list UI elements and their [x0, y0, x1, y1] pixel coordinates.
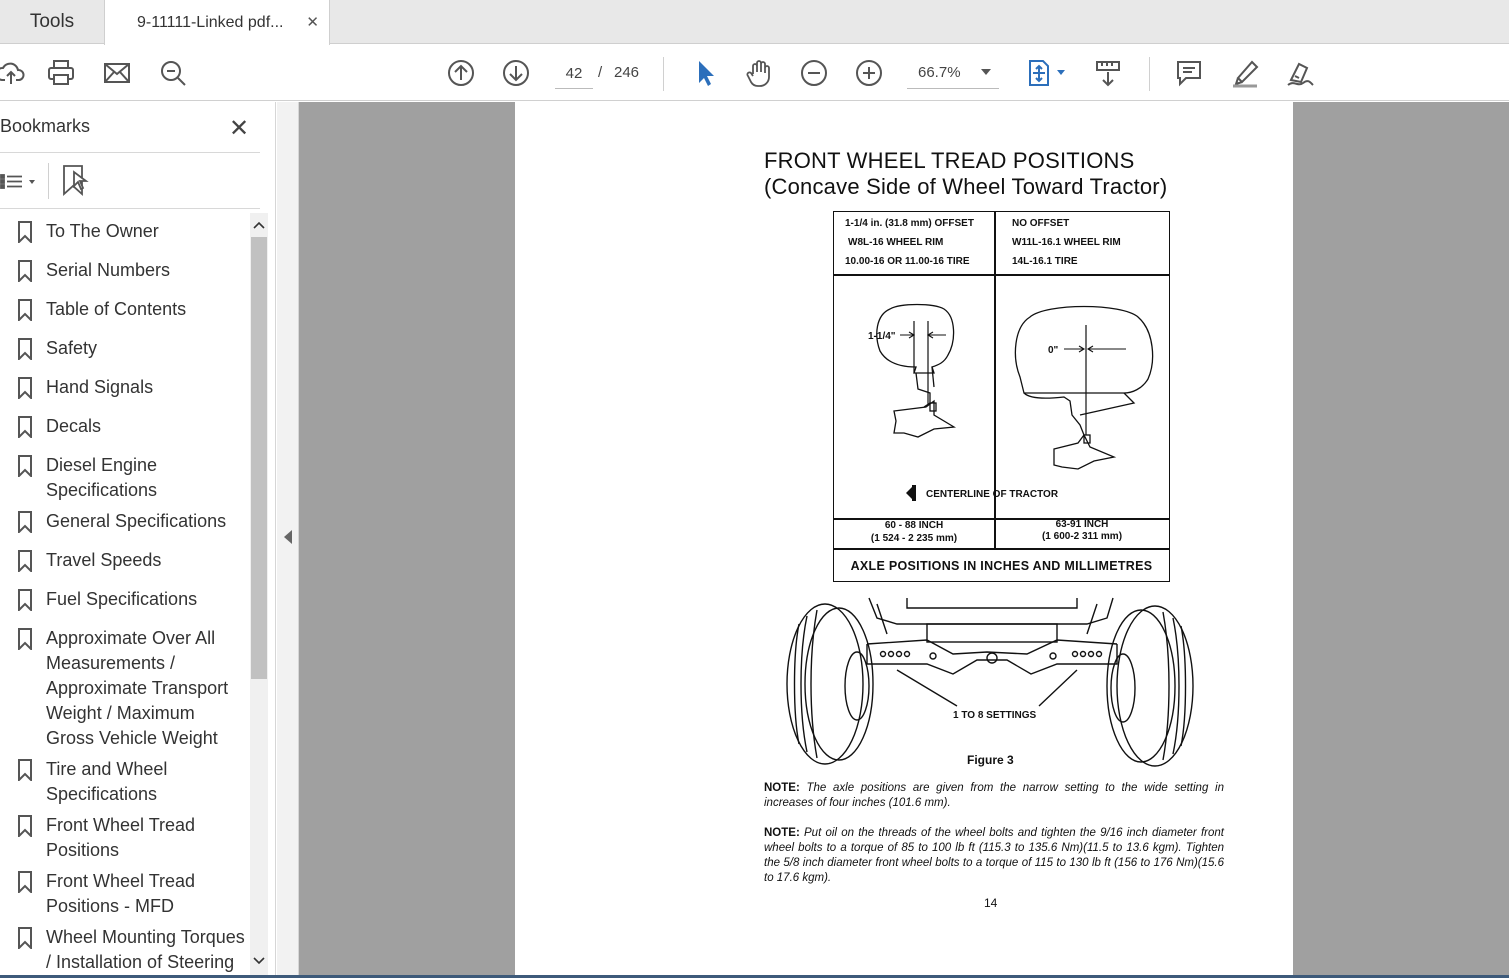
zoom-out-icon[interactable]: [797, 56, 831, 90]
right-header-line: W11L-16.1 WHEEL RIM: [1012, 237, 1121, 248]
wheel-offset-diagram: [834, 275, 1168, 518]
panel-title: Bookmarks: [0, 116, 91, 136]
page-number: 14: [984, 896, 998, 910]
bookmark-label: [46, 626, 246, 751]
bookmark-label-line: Gross Vehicle Weight: [46, 728, 218, 748]
bookmark-label: [46, 336, 246, 361]
left-header-line: W8L-16 WHEEL RIM: [848, 237, 944, 248]
comment-icon[interactable]: [1172, 56, 1206, 90]
bookmark-icon: [17, 455, 33, 477]
tab-document-label: 9-11111-Linked pdf...: [137, 13, 284, 31]
bookmark-label-line: Safety: [46, 338, 98, 358]
note-wheel-bolts: [764, 826, 1224, 886]
upload-icon[interactable]: [0, 56, 28, 90]
bookmark-list: [0, 213, 248, 978]
zoom-in-icon[interactable]: [852, 56, 886, 90]
toolbar-divider: [1149, 57, 1150, 91]
scroll-mode-icon[interactable]: [1091, 56, 1125, 90]
bookmark-label: [46, 375, 246, 400]
fit-page-icon[interactable]: [1022, 56, 1056, 90]
note-label: NOTE:: [764, 827, 800, 839]
right-header-line: 14L-16.1 TIRE: [1012, 256, 1078, 267]
bookmark-icon: [17, 260, 33, 282]
zoom-search-icon[interactable]: [156, 56, 190, 90]
bookmark-label: [46, 297, 246, 322]
left-range-line: 60 - 88 INCH: [884, 520, 944, 531]
bookmark-item[interactable]: [0, 330, 248, 369]
bookmark-item[interactable]: [0, 291, 248, 330]
page-separator: /: [598, 64, 603, 81]
bookmark-item[interactable]: [0, 807, 248, 871]
bookmark-label-line: Specifications: [46, 480, 158, 500]
bookmark-add-icon: [60, 164, 92, 198]
page-number-input[interactable]: [555, 59, 593, 89]
page-down-icon[interactable]: [499, 56, 533, 90]
front-axle-illustration: [777, 594, 1207, 778]
bookmark-label-line: To The Owner: [46, 221, 159, 241]
close-icon[interactable]: ✕: [229, 115, 250, 142]
right-header-line: NO OFFSET: [1012, 218, 1070, 229]
bookmark-item[interactable]: [0, 503, 248, 542]
bookmark-label-line: Table of Contents: [46, 299, 187, 319]
note-axle-positions: [764, 781, 1224, 811]
left-range-line: (1 524 - 2 235 mm): [870, 533, 958, 544]
bookmark-icon: [17, 589, 33, 611]
bookmark-item[interactable]: [0, 252, 248, 291]
bookmark-icon: [17, 759, 33, 781]
bookmark-label-line: General Specifications: [46, 511, 227, 531]
options-menu-button[interactable]: [0, 168, 40, 196]
page-title: FRONT WHEEL TREAD POSITIONS: [764, 148, 1135, 173]
bookmark-scrollbar[interactable]: [250, 213, 268, 978]
bookmark-label-line: Approximate Over All: [46, 628, 216, 648]
tread-table: [833, 211, 1170, 582]
bookmark-label: [46, 258, 246, 283]
axle-caption: AXLE POSITIONS IN INCHES AND MILLIMETRES: [850, 558, 1153, 573]
bookmark-label: [46, 414, 246, 439]
bookmark-label: [46, 757, 246, 807]
divider: [0, 208, 260, 209]
right-range-line: 63-91 INCH: [1055, 519, 1109, 530]
bookmark-icon: [17, 628, 33, 650]
bookmark-icon: [17, 927, 33, 949]
bookmarks-panel: [0, 102, 276, 978]
select-arrow-icon[interactable]: [688, 56, 722, 90]
sign-icon[interactable]: [1283, 56, 1317, 90]
bookmark-icon: [17, 338, 33, 360]
bookmark-label-line: Front Wheel Tread: [46, 815, 196, 835]
bookmark-icon: [17, 299, 33, 321]
scroll-down-icon[interactable]: [253, 955, 265, 967]
bookmark-label-line: Decals: [46, 416, 102, 436]
centerline-label: CENTERLINE OF TRACTOR: [926, 489, 1059, 500]
bookmark-item[interactable]: [0, 408, 248, 447]
scroll-up-icon[interactable]: [253, 219, 265, 231]
left-header-line: 1-1/4 in. (31.8 mm) OFFSET: [845, 218, 974, 229]
bookmark-item[interactable]: [0, 620, 248, 759]
chevron-down-icon: [981, 69, 991, 75]
left-header: [845, 214, 974, 271]
document-viewer[interactable]: [299, 102, 1509, 975]
bookmark-icon: [17, 416, 33, 438]
bookmark-label-line: Travel Speeds: [46, 550, 162, 570]
bookmark-label-line: Weight / Maximum: [46, 703, 195, 723]
bookmark-icon: [17, 550, 33, 572]
toolbar-divider: [663, 57, 664, 91]
print-icon[interactable]: [44, 56, 78, 90]
bookmark-label: [46, 587, 246, 612]
bookmark-label: [46, 453, 246, 503]
bookmark-label-line: Measurements /: [46, 653, 176, 673]
bookmark-icon: [17, 511, 33, 533]
bookmark-label-line: Positions: [46, 840, 120, 860]
bookmark-label: [46, 925, 246, 975]
bookmark-label-line: Diesel Engine: [46, 455, 158, 475]
bookmark-label: [46, 219, 246, 244]
bookmark-item[interactable]: [0, 863, 248, 927]
divider: [0, 152, 260, 153]
bookmark-item[interactable]: [0, 447, 248, 511]
bookmark-label-line: Front Wheel Tread: [46, 871, 196, 891]
bookmark-label-line: Fuel Specifications: [46, 589, 198, 609]
bookmark-label-line: Positions - MFD: [46, 896, 175, 916]
bookmark-tools: [0, 160, 260, 204]
note-text: Put oil on the threads of the wheel bolts and tighten the 9/16 inch diameter front wheel bolts to a torque of 85 to 100 lb ft (115.3 to 135.6 Nm)(11.5 to 13.6 kgm). Tighten the 5/8 inch diameter front wheel bolts to a torque of 115 to 130 lb ft (156 to 176 Nm)(15.6 to 17.6 kgm).: [764, 827, 1224, 884]
email-icon[interactable]: [100, 56, 134, 90]
toolbar: [0, 45, 1509, 101]
list-options-icon: [0, 168, 40, 196]
pdf-page: [515, 102, 1293, 975]
bookmark-icon: [17, 815, 33, 837]
bookmark-item[interactable]: [0, 751, 248, 815]
bookmark-label-line: Specifications: [46, 784, 158, 804]
bookmark-label: [46, 869, 246, 919]
zoom-value: 66.7%: [918, 64, 961, 81]
bookmark-item[interactable]: [0, 213, 248, 252]
note-text: The axle positions are given from the narrow setting to the wide setting in increases of four inches (101.6 mm).: [764, 782, 1224, 809]
left-header-line: 10.00-16 OR 11.00-16 TIRE: [845, 256, 970, 267]
scroll-thumb[interactable]: [251, 237, 267, 679]
close-icon[interactable]: ✕: [306, 14, 319, 31]
tab-document[interactable]: [104, 0, 330, 45]
highlight-pen-icon[interactable]: [1228, 56, 1262, 90]
bookmark-label-line: Serial Numbers: [46, 260, 171, 280]
left-offset-label: 1-1/4": [868, 331, 896, 342]
right-offset-label: 0": [1048, 345, 1059, 356]
chevron-left-icon: [284, 530, 292, 544]
bookmark-item[interactable]: [0, 542, 248, 581]
page-up-icon[interactable]: [444, 56, 478, 90]
tab-bar: [0, 0, 1509, 44]
bookmark-icon: [17, 221, 33, 243]
bookmark-label-line: Approximate Transport: [46, 678, 229, 698]
bookmark-item[interactable]: [0, 919, 248, 978]
bookmark-item[interactable]: [0, 369, 248, 408]
bookmark-icon: [17, 871, 33, 893]
bookmark-label-line: Tire and Wheel: [46, 759, 168, 779]
right-range: [996, 519, 1168, 543]
toolbar-divider: [48, 163, 49, 199]
bookmark-item[interactable]: [0, 581, 248, 620]
add-bookmark-button[interactable]: [60, 164, 92, 198]
settings-label: 1 TO 8 SETTINGS: [953, 710, 1037, 721]
bookmark-label: [46, 548, 246, 573]
left-range: [834, 519, 994, 545]
bookmark-icon: [17, 377, 33, 399]
bookmark-label: [46, 509, 246, 534]
zoom-select[interactable]: [907, 59, 999, 89]
page-total: 246: [614, 64, 640, 81]
tab-tools[interactable]: Tools: [29, 11, 75, 32]
bookmark-label-line: Wheel Mounting Torques: [46, 927, 245, 947]
bookmark-label-line: Hand Signals: [46, 377, 154, 397]
hand-tool-icon[interactable]: [742, 56, 776, 90]
figure-caption: Figure 3: [967, 753, 1014, 767]
right-range-line: (1 600-2 311 mm): [1041, 531, 1123, 542]
note-label: NOTE:: [764, 782, 800, 794]
page-subtitle: (Concave Side of Wheel Toward Tractor): [764, 174, 1168, 199]
bookmark-label: [46, 813, 246, 863]
panel-collapse-handle[interactable]: [277, 102, 299, 978]
chevron-down-icon[interactable]: [1057, 70, 1065, 75]
bookmark-label-line: / Installation of Steering: [46, 952, 235, 972]
right-header: [1012, 214, 1121, 271]
